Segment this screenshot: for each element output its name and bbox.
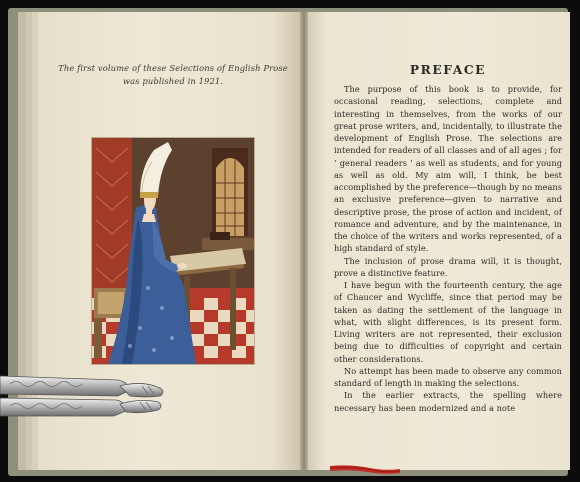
bookmark-ribbon: [330, 462, 400, 476]
silver-page-clip: [0, 366, 170, 426]
illustration-plate: [92, 138, 254, 364]
preface-paragraph: No attempt has been made to observe any common standard of length in making the selections.: [334, 365, 562, 388]
book-gutter: [300, 12, 308, 470]
preface-paragraph: I have begun with the fourteenth century, the age of Chaucer and Wycliffe, since that period may be taken as dating the settlement of the language in what, with slight differences, is its present form. Living writers are not represented, their exclusion being due to difficulties of copyright and certain other considerations.: [334, 280, 562, 364]
preface-text-block: [334, 63, 562, 414]
preface-title: PREFACE: [409, 63, 487, 77]
publication-note: The first volume of these Selections of English Prose was published in 1921.: [58, 63, 288, 86]
preface-paragraph: The inclusion of prose drama will, it is thought, prove a distinctive feature.: [334, 255, 562, 278]
preface-paragraph: In the earlier extracts, the spelling where necessary has been modernized and a note: [334, 390, 562, 413]
preface-paragraph: The purpose of this book is to provide, for occasional reading, selections, complete and interesting in themselves, from the works of our great prose writers, and, incidentally, to illustrate the development of English Prose. The selections are intended for readers of all classes and of all ages ; for ‘ general readers ’ as well as students, and for young as well as old. My aim will, I think, be best accomplished by the preference—though by no means an exclusive preference—given to narrative and descriptive prose, the prose of action and incident, of romance and adventure, and by the maintenance, in the choice of the writers and works represented, of a high standard of style.: [334, 84, 562, 254]
